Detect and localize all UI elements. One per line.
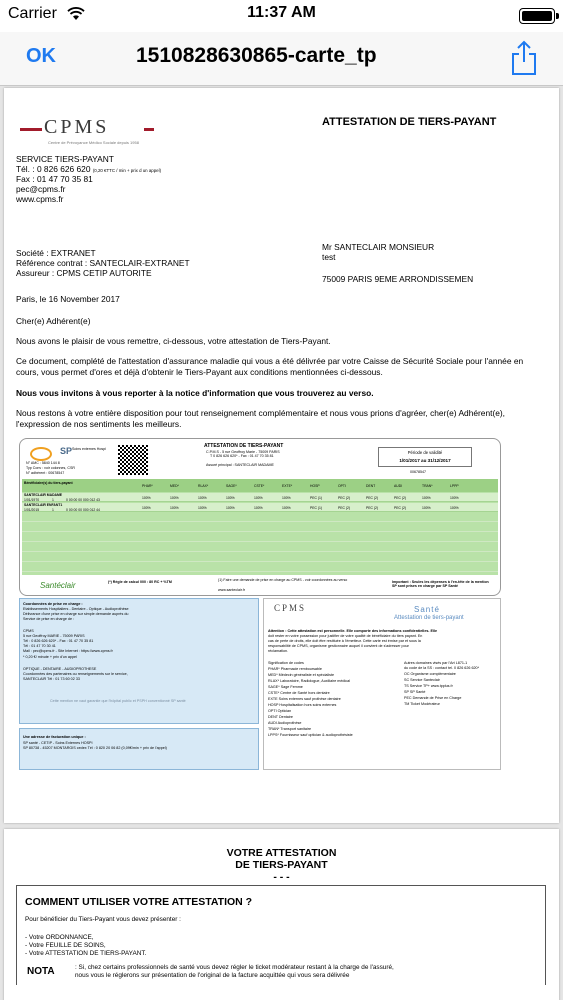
card-adherent: N° adhérent : 00678547 — [26, 471, 65, 475]
ok-button[interactable]: OK — [26, 45, 56, 67]
page2-title-line2: DE TIERS-PAYANT — [235, 859, 328, 871]
carrier-label: Carrier — [8, 5, 57, 22]
recipient-line2: test — [322, 252, 336, 262]
coordinates-box: Coordonnées de prise en charge : Etablissements Hospitaliers - Dentaire - Optique - Audioprothèse Délivrance d'une prise en charge sur simple demande auprès du Service de prise en charge de : CPMS 5 rue Geoffroy MARIE - 75009 PARIS Tél : 0 826 626 620* - Fax : 01 47 70 35 81 Tél : 01 47 70 30 41 Mail : pec@cpms.fr - Site Internet : https://www.cpms.fr * 0,20 €/ minute + prix d'un appel OPTIQUE - DENTAIRE - AUDIOPROTHESE Coordonnées des partenaires ou renseignements sur le service, SANTECLAIR Tél : 01 73 60 02 33 Cette mention ne vaut garantie que l'hôpital public et PSPH conventionné SP santé — [19, 598, 259, 724]
assureur: Assureur : CPMS CETIP AUTORITE — [16, 268, 152, 278]
tiers-payant-card: SP Soins externes Hospi N° AMC : 5840 144 8 Typ Conv : voir colonnes, CSR N° adhérent : 00678547 ATTESTATION DE TIERS-PAYANT C.P.M.S - 5 rue Geoffroy Marie - 75009 PARIS T 0 826 626 620* - Fax : 01 47 70 35 81 Assuré principal : SANTECLAIR MADAME Période de validité 1/01/2017 au 31/12/2017 00678547 Bénéficiaire(s) du tiers-payant PHAR* MED* RLAX* SAGE* CSTE* EXTE* HOSP OPTI DENT AUDI TRAN* LPPP SANTECLAIR MADAME 1/01/1970 1 0 00 00 00 000 012 43 100% 100% 100% 100% 100% 100% PEC (1) PEC (2) PEC (2) PEC (2) 100% 100% SANTECLAIR ENFANT1 1/01/2015 1 0 00 00 00 000 012 44 100% 100% 100% 100% 100% 100% PEC (1) PEC (2) PEC (2) PEC (2) 100% 100% Santéclair (*) Règle de calcul 000 : 80 RC + %TM (1) Faire une demande de prise en charge au CPMS - voir coordonnées au verso www.santeclair.fr Important : Seules les dépenses à l'en-tête de la mention SP sont prises en charge par SP Santé — [19, 438, 501, 596]
card-back — [19, 598, 501, 790]
letter-heading: ATTESTATION DE TIERS-PAYANT — [322, 116, 497, 128]
pdf-viewer[interactable] — [0, 86, 563, 1000]
service-tel: Tél. : 0 826 626 620 (0,20 €TTC / min + prix d un appel) — [16, 164, 162, 174]
document-page-1 — [4, 88, 559, 823]
sp-sante-logo: SP Soins externes Hospi — [24, 443, 86, 465]
clock: 11:37 AM — [247, 4, 316, 21]
share-icon[interactable] — [510, 40, 538, 76]
letter-paragraph-2: Ce document, complété de l'attestation d'assurance maladie qui vous a été délivrée par votre Caisse de Sécurité Sociale pour l'année en cours, vous permet d'ores et déjà d'obtenir le Tiers-Payant aux conditions mentionnées ci-dessous. — [16, 356, 524, 377]
service-web: www.cpms.fr — [16, 194, 64, 204]
period-number: 00678547 — [410, 470, 426, 474]
table-header: Bénéficiaire(s) du tiers-payant PHAR* MED* RLAX* SAGE* CSTE* EXTE* HOSP OPTI DENT AUDI TRAN* LPPP — [22, 479, 498, 492]
status-bar — [0, 0, 563, 32]
recipient-name: Mr SANTECLAIR MONSIEUR — [322, 242, 435, 252]
nota-label: NOTA — [27, 966, 55, 977]
service-email: pec@cpms.fr — [16, 184, 66, 194]
card-typ: Typ Conv : voir colonnes, CSR — [26, 466, 75, 470]
reference-contrat: Référence contrat : SANTECLAIR-EXTRANET — [16, 258, 190, 268]
card-amc: N° AMC : 5840 144 8 — [26, 461, 60, 465]
cpms-logo: CPMS Centre de Prévoyance Médico Sociale depuis 1958 — [18, 114, 158, 148]
page2-title-line3: - - - — [273, 871, 290, 883]
recipient-city: 75009 PARIS 9EME ARRONDISSEMEN — [322, 274, 474, 284]
billing-box: Une adresse de facturation unique : SP santé - CETIP - Soins Externes HOSPI SP 80738 - 45207 MONTARGIS cedex Tél : 0 820 20 06 82 (0,09€/min + prix de l'appel) — [19, 728, 259, 770]
nav-bar — [0, 32, 563, 86]
service-fax: Fax : 01 47 70 35 81 — [16, 174, 93, 184]
document-page-2 — [4, 829, 559, 1000]
battery-icon — [519, 8, 555, 24]
table-row: SANTECLAIR ENFANT1 1/01/2015 1 0 00 00 00 000 012 44 100% 100% 100% 100% 100% 100% PEC (1) PEC (2) PEC (2) PEC (2) 100% 100% — [22, 503, 498, 512]
societe: Société : EXTRANET — [16, 248, 96, 258]
letter-paragraph-4: Nous restons à votre entière disposition pour tout renseignement complémentaire et nous vous prions d'agréer, cher(e) Adhérent(e), l'expression de nos sentiments les meilleurs. — [16, 408, 506, 429]
benefits-table — [22, 479, 498, 575]
page2-title-line1: VOTRE ATTESTATION — [226, 847, 337, 859]
letter-paragraph-1: Nous avons le plaisir de vous remettre, ci-dessous, votre attestation de Tiers-Payant. — [16, 336, 331, 346]
letter-date: Paris, le 16 November 2017 — [16, 294, 120, 304]
table-row: SANTECLAIR MADAME 1/01/1970 1 0 00 00 00 000 012 43 100% 100% 100% 100% 100% 100% PEC (1) PEC (2) PEC (2) PEC (2) 100% 100% — [22, 493, 498, 502]
card-footer: Santéclair (*) Règle de calcul 000 : 80 RC + %TM (1) Faire une demande de prise en charge au CPMS - voir coordonnées au verso www.santeclair.fr Important : Seules les dépenses à l'en-tête de la mention SP sont prises en charge par SP Santé — [40, 578, 489, 592]
period-box: Période de validité 1/01/2017 au 31/12/2017 — [378, 447, 472, 467]
barcode-image — [118, 445, 148, 475]
card-title: ATTESTATION DE TIERS-PAYANT — [204, 443, 284, 449]
cpms-logo-small: CPMS — [274, 603, 307, 613]
service-label: SERVICE TIERS-PAYANT — [16, 154, 114, 164]
usage-box: COMMENT UTILISER VOTRE ATTESTATION ? Pour bénéficier du Tiers-Payant vous devez présenter : - Votre ORDONNANCE, - Votre FEUILLE DE SOINS, - Votre ATTESTATION DE TIERS-PAYANT. NOTA : Si, chez certains professionnels de santé vous devez régler le ticket modérateur restant à la charge de l'assuré, nous vous le réglerons sur présentation de l'original de la facture acquittée qui vous sera délivrée — [16, 885, 546, 985]
letter-greeting: Cher(e) Adhérent(e) — [16, 316, 91, 326]
santeclair-logo: Santéclair — [40, 581, 76, 590]
letter-paragraph-3: Nous vous invitons à vous reporter à la notice d'information que vous trouverez au verso. — [16, 388, 374, 398]
usage-heading: COMMENT UTILISER VOTRE ATTESTATION ? — [25, 896, 253, 908]
codes-box: CPMS Santé Attestation de tiers-payant Attention : Cette attestation est personnelle. Elle comporte des informations confidentielles. Elle doit rester en votre possession pour justifier de votre qualité de bénéficiaire du tiers payant. En cas de perte de droits, elle doit être restituée à l'émetteur. Cette carte est émise par et sous la responsabilité de CPMS, organisme gestionnaire auquel il convient de s'adresser pour réclamation. Signification de codes PHAR* Pharmacie remboursable MED* Médecin généraliste et spécialiste RLAX* Laboratoire, Radiologue, Auxiliaire médical SAGE* Sage Femme CSTE* Centre de Santé hors dentaire EXTE Soins externes sauf prothèse dentaire HOSP Hospitalisation hors soins externes OPTI Optician DENT Dentaire AUDI Audioprothèse TRAN* Transport sanitaire LPPS* Fournisseur sauf optician & audioprothésiste Autres domaines visés par l'Art L871-1 du code de la SS : contact tel. 0 826 626 620* OC Organisme complémentaire SC Service Santeclair TS Service TP+ www.tpplus.fr SP SP Santé PEC Demande de Prise en Charge TM Ticket Modérateur — [263, 598, 501, 770]
document-title: 1510828630865-carte_tp — [136, 44, 377, 67]
card-assure: Assuré principal : SANTECLAIR MADAME — [206, 463, 274, 467]
